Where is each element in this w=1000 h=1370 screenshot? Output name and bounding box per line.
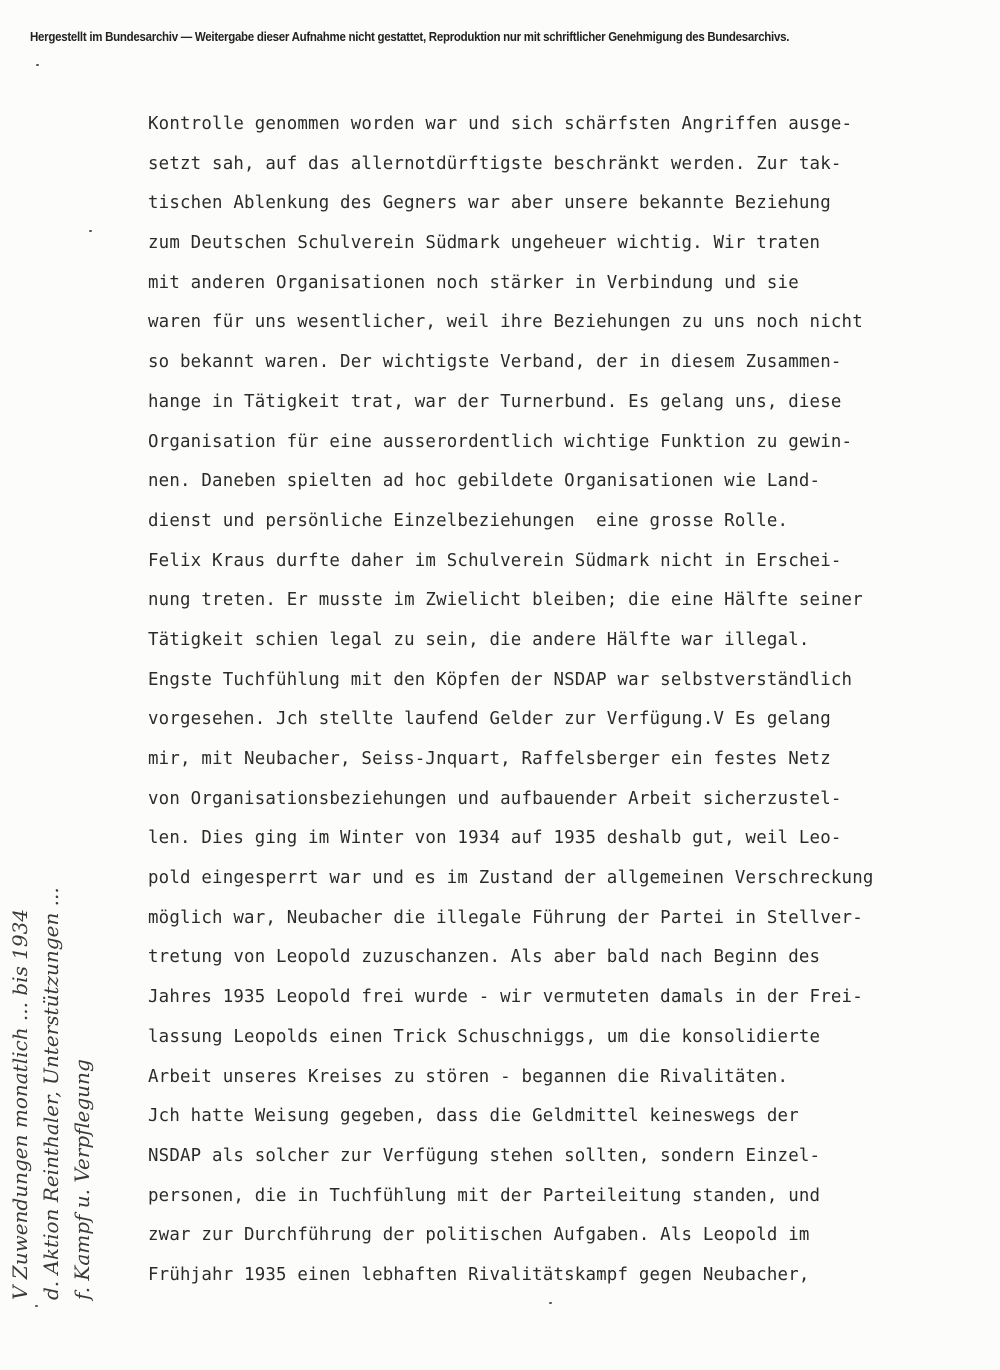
text-line: mir, mit Neubacher, Seiss-Jnquart, Raffelsberger ein festes Netz bbox=[148, 749, 831, 769]
text-line: tretung von Leopold zuzuschanzen. Als aber bald nach Beginn des bbox=[148, 947, 821, 968]
text-line: waren für uns wesentlicher, weil ihre Beziehungen zu uns noch nicht bbox=[148, 312, 863, 333]
text-line: mit anderen Organisationen noch stärker in Verbindung und sie bbox=[148, 272, 799, 293]
archive-notice: Hergestellt im Bundesarchiv — Weitergabe dieser Aufnahme nicht gestattet, Reproduktion nur mit schriftlicher Genehmigung des Bundesarchivs. bbox=[30, 30, 790, 44]
text-line: personen, die in Tuchfühlung mit der Parteileitung standen, und bbox=[148, 1185, 821, 1206]
margin-note-line: f. Kampf u. Verpflegung bbox=[70, 1059, 94, 1300]
text-line: von Organisationsbeziehungen und aufbauender Arbeit sicherzustel- bbox=[148, 788, 842, 809]
scan-speck bbox=[89, 230, 92, 232]
scan-speck bbox=[35, 1305, 38, 1307]
text-line: Jch hatte Weisung gegeben, dass die Geldmittel keineswegs der bbox=[148, 1106, 799, 1127]
text-line: möglich war, Neubacher die illegale Führung der Partei in Stellver- bbox=[148, 907, 863, 928]
scan-speck bbox=[549, 1302, 552, 1304]
text-line: hange in Tätigkeit trat, war der Turnerbund. Es gelang uns, diese bbox=[148, 391, 842, 412]
text-line: Arbeit unseres Kreises zu stören - begannen die Rivalitäten. bbox=[148, 1066, 789, 1087]
text-line: so bekannt waren. Der wichtigste Verband, der in diesem Zusammen- bbox=[148, 352, 842, 373]
text-line: pold eingesperrt war und es im Zustand der allgemeinen Verschreckung bbox=[148, 868, 874, 889]
text-line: dienst und persönliche Einzelbeziehungen eine grosse Rolle. bbox=[148, 510, 789, 531]
text-line: lassung Leopolds einen Trick Schuschniggs, um die konsolidierte bbox=[148, 1026, 821, 1047]
handwritten-margin-note bbox=[5, 540, 98, 1300]
text-line: len. Dies ging im Winter von 1934 auf 1935 deshalb gut, weil Leo- bbox=[148, 828, 842, 849]
text-line: vorgesehen. Jch stellte laufend Gelder zur Verfügung.V Es gelang bbox=[148, 709, 831, 730]
text-line: Tätigkeit schien legal zu sein, die andere Hälfte war illegal. bbox=[148, 629, 810, 650]
margin-note-line: V Zuwendungen monatlich ... bis 1934 bbox=[8, 908, 32, 1300]
text-line: Engste Tuchfühlung mit den Köpfen der NSDAP war selbstverständlich bbox=[148, 669, 853, 690]
text-line: nen. Daneben spielten ad hoc gebildete Organisationen wie Land- bbox=[148, 471, 821, 492]
margin-note-line: d. Aktion Reinthaler, Unterstützungen ... bbox=[39, 887, 63, 1300]
text-line: setzt sah, auf das allernotdürftigste beschränkt werden. Zur tak- bbox=[148, 153, 842, 174]
text-line: nung treten. Er musste im Zwielicht bleiben; die eine Hälfte seiner bbox=[148, 590, 863, 611]
text-line: zwar zur Durchführung der politischen Aufgaben. Als Leopold im bbox=[148, 1225, 810, 1246]
typed-text-body bbox=[148, 105, 988, 1296]
text-line: Frühjahr 1935 einen lebhaften Rivalitätskampf gegen Neubacher, bbox=[148, 1264, 810, 1285]
text-line: Kontrolle genommen worden war und sich schärfsten Angriffen ausge- bbox=[148, 114, 853, 134]
text-line: Organisation für eine ausserordentlich wichtige Funktion zu gewin- bbox=[148, 431, 853, 452]
text-line: NSDAP als solcher zur Verfügung stehen sollten, sondern Einzel- bbox=[148, 1145, 821, 1166]
text-line: Jahres 1935 Leopold frei wurde - wir vermuteten damals in der Frei- bbox=[148, 987, 863, 1008]
text-line: Felix Kraus durfte daher im Schulverein Südmark nicht in Erschei- bbox=[148, 550, 842, 571]
text-line: zum Deutschen Schulverein Südmark ungeheuer wichtig. Wir traten bbox=[148, 233, 821, 254]
scan-speck bbox=[36, 64, 39, 66]
text-line: tischen Ablenkung des Gegners war aber unsere bekannte Beziehung bbox=[148, 193, 831, 214]
